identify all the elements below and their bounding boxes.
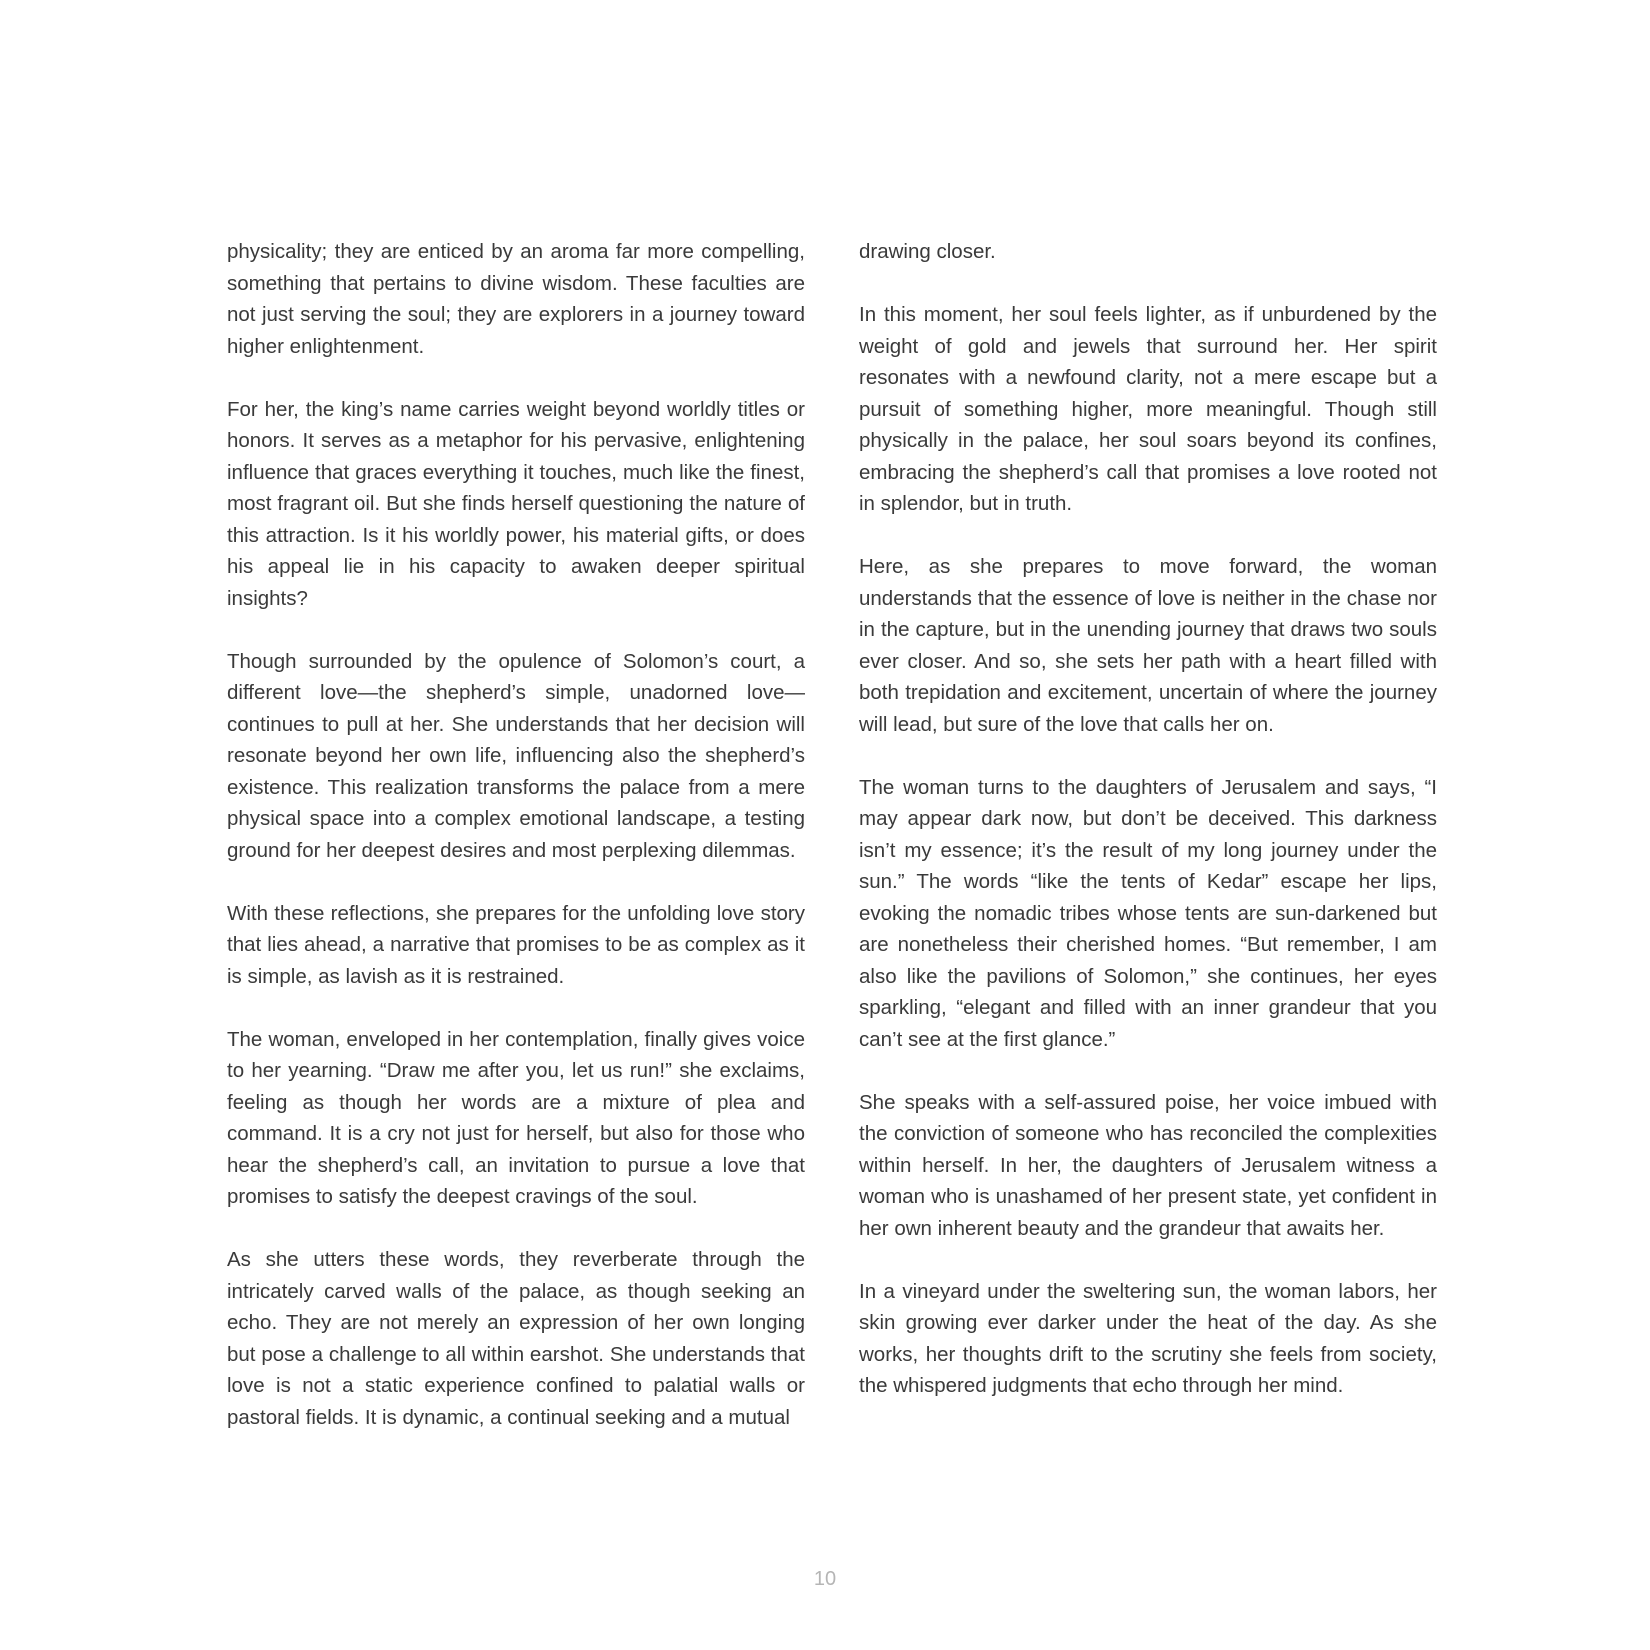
paragraph: In this moment, her soul feels lighter, as if unburdened by the weight of gold and jewels that surround her. Her spirit resonates with a newfound clarity, not a mere escape but a pursuit of something higher, more meaningful. Though still physically in the palace, her soul soars beyond its confines, embracing the shepherd’s call that promises a love rooted not in splendor, but in truth. [859, 303, 1437, 515]
paragraph: drawing closer. [859, 240, 996, 263]
right-text-column [859, 236, 1437, 1402]
left-text-column [227, 236, 805, 1433]
paragraph: With these reflections, she prepares for the unfolding love story that lies ahead, a narrative that promises to be as complex as it is simple, as lavish as it is restrained. [227, 901, 805, 988]
paragraph: As she utters these words, they reverberate through the intricately carved walls of the palace, as though seeking an echo. They are not merely an expression of her own longing but pose a challenge to all within earshot. She understands that love is not a static experience confined to palatial walls or pastoral fields. It is dynamic, a continual seeking and a mutual [227, 1248, 805, 1429]
paragraph: She speaks with a self-assured poise, her voice imbued with the conviction of someone who has reconciled the complexities within herself. In her, the daughters of Jerusalem witness a woman who is unashamed of her present state, yet confident in her own inherent beauty and the grandeur that awaits her. [859, 1090, 1437, 1240]
paragraph: The woman turns to the daughters of Jerusalem and says, “I may appear dark now, but don’t be deceived. This darkness isn’t my essence; it’s the result of my long journey under the sun.” The words “like the tents of Kedar” escape her lips, evoking the nomadic tribes whose tents are sun-darkened but are nonetheless their cherished homes. “But remember, I am also like the pavilions of Solomon,” she continues, her eyes sparkling, “elegant and filled with an inner grandeur that you can’t see at the first glance.” [859, 775, 1437, 1051]
paragraph: For her, the king’s name carries weight beyond worldly titles or honors. It serves as a metaphor for his pervasive, enlightening influence that graces everything it touches, much like the finest, most fragrant oil. But she finds herself questioning the nature of this attraction. Is it his worldly power, his material gifts, or does his appeal lie in his capacity to awaken deeper spiritual insights? [227, 397, 805, 610]
page-number: 10 [813, 1568, 837, 1590]
paragraph: Though surrounded by the opulence of Solomon’s court, a different love—the shepherd’s simple, unadorned love—continues to pull at her. She understands that her decision will resonate beyond her own life, influencing also the shepherd’s existence. This realization transforms the palace from a mere physical space into a complex emotional landscape, a testing ground for her deepest desires and most perplexing dilemmas. [227, 649, 805, 862]
paragraph: Here, as she prepares to move forward, the woman understands that the essence of love is neither in the chase nor in the capture, but in the unending journey that draws two souls ever closer. And so, she sets her path with a heart filled with both trepidation and excitement, uncertain of where the journey will lead, but sure of the love that calls her on. [859, 555, 1437, 736]
paragraph: In a vineyard under the sweltering sun, the woman labors, her skin growing ever darker under the heat of the day. As she works, her thoughts drift to the scrutiny she feels from society, the whispered judgments that echo through her mind. [859, 1279, 1437, 1397]
paragraph: The woman, enveloped in her contemplation, finally gives voice to her yearning. “Draw me after you, let us run!” she exclaims, feeling as though her words are a mixture of plea and command. It is a cry not just for herself, but also for those who hear the shepherd’s call, an invitation to pursue a love that promises to satisfy the deepest cravings of the soul. [227, 1027, 805, 1208]
paragraph: physicality; they are enticed by an aroma far more compelling, something that pertains to divine wisdom. These faculties are not just serving the soul; they are explorers in a journey toward higher enlightenment. [227, 240, 805, 358]
